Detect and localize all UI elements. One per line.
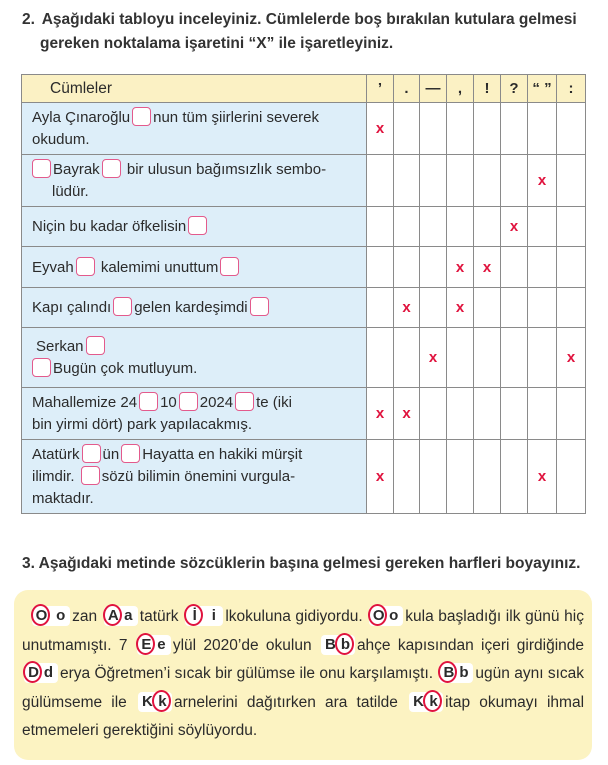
- table-row: [22, 328, 586, 388]
- x-mark: x: [455, 258, 465, 276]
- sentence-cell: Atatürk ün Hayatta en hakiki mürşit ilimdir. sözü bilimin önemini vurgula- maktadır.: [22, 440, 367, 514]
- x-mark: x: [375, 405, 385, 422]
- x-mark: x: [537, 172, 547, 189]
- letter-pair: [369, 606, 403, 626]
- mark-cell[interactable]: [501, 103, 528, 155]
- mark-cell[interactable]: [420, 440, 447, 514]
- table-header-row: [22, 75, 586, 103]
- mark-cell[interactable]: [420, 207, 447, 247]
- x-mark: x: [482, 258, 492, 276]
- mark-cell[interactable]: [557, 388, 586, 440]
- header-mark-question: ?: [501, 75, 528, 103]
- blank-box: [220, 257, 239, 276]
- mark-cell[interactable]: [394, 440, 420, 514]
- question-number: 2.: [22, 11, 35, 28]
- mark-cell[interactable]: [367, 155, 394, 207]
- mark-cell[interactable]: [501, 440, 528, 514]
- mark-cell[interactable]: [367, 440, 394, 514]
- blank-box: [139, 392, 158, 411]
- sentence-cell: Eyvah kalemimi unuttum: [22, 247, 367, 288]
- header-mark-comma: ,: [447, 75, 474, 103]
- header-mark-exclamation: !: [474, 75, 501, 103]
- letter-option-circled[interactable]: k: [155, 692, 170, 712]
- blank-box: [76, 257, 95, 276]
- mark-cell[interactable]: [420, 328, 447, 388]
- mark-cell[interactable]: [367, 328, 394, 388]
- letter-option-circled[interactable]: k: [426, 692, 441, 712]
- blank-box: [179, 392, 198, 411]
- mark-cell[interactable]: [557, 247, 586, 288]
- mark-cell[interactable]: [474, 388, 501, 440]
- mark-cell[interactable]: [474, 288, 501, 328]
- mark-cell[interactable]: [447, 328, 474, 388]
- question-3-title: 3. Aşağıdaki metinde sözcüklerin başına gelmesi gereken harfleri boyayınız.: [22, 555, 581, 572]
- mark-cell[interactable]: [528, 288, 557, 328]
- header-mark-colon: :: [557, 75, 586, 103]
- question-2-title: [22, 8, 602, 56]
- mark-cell[interactable]: [528, 103, 557, 155]
- letter-option[interactable]: e: [157, 635, 166, 653]
- mark-cell[interactable]: [420, 247, 447, 288]
- mark-cell[interactable]: [447, 103, 474, 155]
- x-mark: x: [402, 299, 411, 316]
- letter-option-circled[interactable]: A: [106, 606, 121, 626]
- blank-box: [81, 466, 100, 485]
- x-mark: x: [509, 218, 519, 235]
- blank-box: [32, 358, 51, 377]
- mark-cell[interactable]: [474, 328, 501, 388]
- mark-cell[interactable]: [557, 440, 586, 514]
- blank-box: [86, 336, 105, 355]
- mark-cell[interactable]: [447, 247, 474, 288]
- mark-cell[interactable]: [501, 288, 528, 328]
- mark-cell[interactable]: [557, 288, 586, 328]
- mark-cell[interactable]: [367, 388, 394, 440]
- question-3-text-box: [14, 590, 592, 760]
- mark-cell[interactable]: [420, 288, 447, 328]
- blank-box: [250, 297, 269, 316]
- x-mark: x: [375, 120, 385, 137]
- sentence-cell: Bayrak bir ulusun bağımsızlık sembo- lüdür.: [22, 155, 367, 207]
- question-3-text: O o zan A a tatürk İ i lkokuluna gidiyordu. O o kula başladığı ilk günü hiç unutmamıştı. 7 E e ylül 2020’de okulun B b ahçe kapısından içeri girdiğinde D d erya Öğretmen’i sıcak bir gülümse ile onu karşılamıştı. B b ugün aynı sıcak gülümseme ile K k arnelerini dağıtırken ara tatilde K k itap okumayı ihmal etmemeleri gerektiğini söylüyordu.: [22, 607, 585, 739]
- mark-cell[interactable]: [394, 207, 420, 247]
- mark-cell[interactable]: [501, 155, 528, 207]
- letter-option[interactable]: b: [459, 664, 469, 681]
- letter-option[interactable]: o: [56, 607, 66, 624]
- mark-cell[interactable]: [420, 103, 447, 155]
- letter-option-circled[interactable]: İ: [187, 606, 202, 626]
- header-mark-period: .: [394, 75, 420, 103]
- letter-option-circled[interactable]: b: [338, 635, 353, 655]
- blank-box: [132, 107, 151, 126]
- letter-pair: [24, 663, 58, 683]
- letter-option-circled[interactable]: B: [441, 663, 456, 683]
- letter-pair: [32, 606, 70, 626]
- mark-cell[interactable]: [474, 207, 501, 247]
- mark-cell[interactable]: [474, 440, 501, 514]
- letter-option-circled[interactable]: O: [35, 607, 48, 624]
- letter-pair: [321, 635, 355, 655]
- mark-cell[interactable]: [557, 207, 586, 247]
- question-line-2: gereken noktalama işaretini “X” ile işaretleyiniz.: [40, 35, 394, 52]
- letter-pair: [138, 692, 172, 712]
- blank-box: [188, 216, 207, 235]
- mark-cell[interactable]: [420, 388, 447, 440]
- header-mark-apostrophe: ’: [367, 75, 394, 103]
- mark-cell[interactable]: [394, 388, 420, 440]
- letter-option[interactable]: d: [43, 664, 54, 681]
- mark-cell[interactable]: [501, 328, 528, 388]
- mark-cell[interactable]: [501, 247, 528, 288]
- question-line-1: Aşağıdaki tabloyu inceleyiniz. Cümlelerde boş bırakılan kutulara gelmesi: [41, 11, 577, 28]
- mark-cell[interactable]: [367, 103, 394, 155]
- mark-cell[interactable]: [367, 247, 394, 288]
- blank-box: [113, 297, 132, 316]
- letter-option[interactable]: a: [124, 607, 133, 624]
- mark-cell[interactable]: [528, 388, 557, 440]
- letter-option[interactable]: o: [389, 607, 399, 624]
- mark-cell[interactable]: [447, 288, 474, 328]
- header-mark-quotes: “ ”: [528, 75, 557, 103]
- letter-option[interactable]: i: [211, 607, 216, 624]
- sentence-cell: Serkan Bugün çok mutluyum.: [22, 328, 367, 388]
- sentence-cell: Kapı çalındı gelen kardeşimdi: [22, 288, 367, 328]
- letter-option-circled[interactable]: E: [139, 635, 154, 655]
- letter-pair: [409, 692, 443, 712]
- table-row: [22, 103, 586, 155]
- letter-pair: [185, 606, 223, 626]
- table-row: [22, 288, 586, 328]
- table-row: [22, 440, 586, 514]
- table-row: [22, 155, 586, 207]
- mark-cell[interactable]: [528, 155, 557, 207]
- blank-box: [121, 444, 140, 463]
- blank-box: [235, 392, 254, 411]
- sentence-cell: Mahallemize 24 10 2024 te (iki bin yirmi dört) park yapılacakmış.: [22, 388, 367, 440]
- sentence-cell: Niçin bu kadar öfkelisin: [22, 207, 367, 247]
- table-row: [22, 247, 586, 288]
- x-mark: x: [455, 299, 465, 316]
- mark-cell[interactable]: [528, 328, 557, 388]
- mark-cell[interactable]: [528, 247, 557, 288]
- letter-option[interactable]: K: [413, 692, 424, 710]
- mark-cell[interactable]: [447, 207, 474, 247]
- mark-cell[interactable]: [474, 155, 501, 207]
- mark-cell[interactable]: [394, 103, 420, 155]
- mark-cell[interactable]: [447, 155, 474, 207]
- mark-cell[interactable]: [474, 103, 501, 155]
- table-row: [22, 388, 586, 440]
- mark-cell[interactable]: [447, 388, 474, 440]
- letter-pair: [439, 663, 473, 683]
- mark-cell[interactable]: [528, 207, 557, 247]
- mark-cell[interactable]: [394, 155, 420, 207]
- blank-box: [102, 159, 121, 178]
- x-mark: x: [566, 349, 576, 366]
- x-mark: x: [537, 468, 547, 485]
- mark-cell[interactable]: [557, 103, 586, 155]
- letter-option-circled[interactable]: D: [26, 663, 41, 683]
- blank-box: [32, 159, 51, 178]
- letter-pair: [137, 635, 171, 655]
- sentence-cell: Ayla Çınaroğlu nun tüm şiirlerini severek okudum.: [22, 103, 367, 155]
- x-mark: x: [375, 468, 385, 485]
- x-mark: x: [428, 349, 438, 366]
- mark-cell[interactable]: [420, 155, 447, 207]
- letter-pair: [104, 606, 138, 626]
- mark-cell[interactable]: [394, 247, 420, 288]
- mark-cell[interactable]: [557, 155, 586, 207]
- header-mark-dash: —: [420, 75, 447, 103]
- mark-cell[interactable]: [501, 388, 528, 440]
- letter-option[interactable]: K: [142, 692, 153, 710]
- x-mark: x: [402, 405, 411, 422]
- mark-cell[interactable]: [501, 207, 528, 247]
- punctuation-table: [21, 74, 586, 514]
- mark-cell[interactable]: [394, 328, 420, 388]
- mark-cell[interactable]: [528, 440, 557, 514]
- blank-box: [82, 444, 101, 463]
- letter-option[interactable]: B: [325, 635, 336, 653]
- mark-cell[interactable]: [474, 247, 501, 288]
- mark-cell[interactable]: [367, 207, 394, 247]
- mark-cell[interactable]: [394, 288, 420, 328]
- table-row: [22, 207, 586, 247]
- header-sentences: Cümleler: [22, 75, 367, 103]
- mark-cell[interactable]: [447, 440, 474, 514]
- mark-cell[interactable]: [367, 288, 394, 328]
- letter-option-circled[interactable]: O: [372, 607, 385, 624]
- mark-cell[interactable]: [557, 328, 586, 388]
